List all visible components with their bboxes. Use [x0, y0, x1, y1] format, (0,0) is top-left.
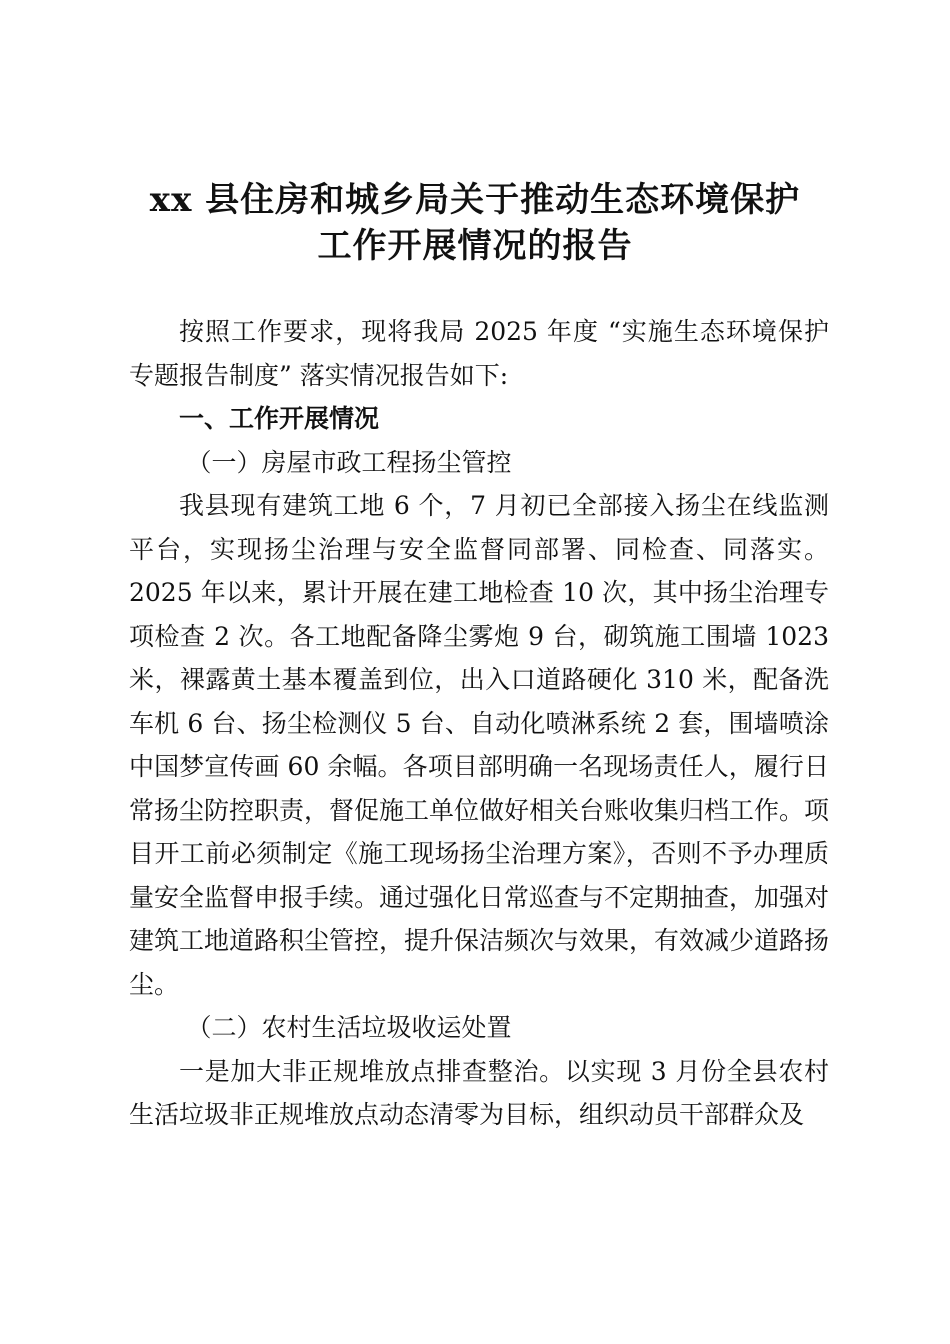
document-body — [129, 310, 829, 1137]
dust-control-paragraph: 我县现有建筑工地 6 个，7 月初已全部接入扬尘在线监测平台，实现扬尘治理与安全监督同部署、同检查、同落实。2025 年以来，累计开展在建工地检查 10 次，其中扬尘治理专项检查 2 次。各工地配备降尘雾炮 9 台，砌筑施工围墙 1023 米，裸露黄土基本覆盖到位，出入口道路硬化 310 米，配备洗车机 6 台、扬尘检测仪 5 台、自动化喷淋系统 2 套，围墙喷涂中国梦宣传画 60 余幅。各项目部明确一名现场责任人，履行日常扬尘防控职责，督促施工单位做好相关台账收集归档工作。项目开工前必须制定《施工现场扬尘治理方案》，否则不予办理质量安全监督申报手续。通过强化日常巡查与不定期抽查，加强对建筑工地道路积尘管控，提升保洁频次与效果，有效减少道路扬尘。 — [129, 491, 830, 999]
document-title-line-1: xx 县住房和城乡局关于推动生态环境保护 — [149, 180, 801, 220]
section-heading-work-status: 一、工作开展情况 — [179, 404, 380, 433]
document-title-line-2: 工作开展情况的报告 — [317, 226, 633, 266]
intro-paragraph: 按照工作要求，现将我局 2025 年度 “实施生态环境保护专题报告制度” 落实情况报告如下: — [129, 317, 829, 390]
rural-waste-paragraph: 一是加大非正规堆放点排查整治。以实现 3 月份全县农村生活垃圾非正规堆放点动态清零为目标，组织动员干部群众及 — [129, 1056, 829, 1129]
subsection-heading-rural-waste: （二）农村生活垃圾收运处置 — [186, 1013, 512, 1042]
subsection-heading-dust-control: （一）房屋市政工程扬尘管控 — [186, 447, 512, 477]
